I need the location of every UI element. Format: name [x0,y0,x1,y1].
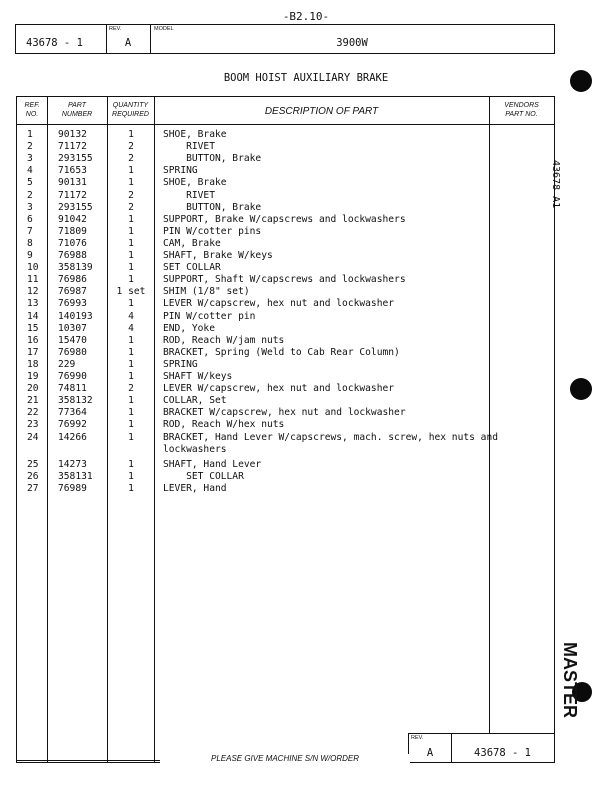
side-document-code: 43678 A1 [550,160,561,209]
ref-cell: 20 [27,383,39,395]
quantity-cell: 1 [128,482,134,494]
ref-cell: 10 [27,262,39,274]
description-cell: RIVET [163,141,215,153]
ref-cell: 18 [27,358,39,370]
part-number-cell: 10307 [58,322,87,334]
table-row [17,202,554,214]
description-cell: SET COLLAR [163,470,244,482]
ref-cell: 26 [27,470,39,482]
quantity-cell: 2 [128,153,134,165]
table-row [17,483,554,495]
table-row [17,250,554,262]
description-cell: LEVER W/capscrew, hex nut and lockwasher [163,298,395,310]
part-number-cell: 90131 [58,177,87,189]
part-number-cell: 358139 [58,262,93,274]
ref-cell: 7 [27,225,33,237]
description-cell: BRACKET, Hand Lever W/capscrews, mach. screw, hex nuts and [163,431,499,443]
quantity-cell: 2 [128,201,134,213]
ref-cell: 21 [27,395,39,407]
part-number-cell: 76980 [58,346,87,358]
model-label: MODEL [154,26,174,32]
table-row [17,238,554,250]
rev-value: A [124,37,132,49]
table-row [17,471,554,483]
description-cell: LEVER, Hand [163,482,227,494]
footer-doc-number: 43678 - 1 [474,747,531,759]
footer-note: PLEASE GIVE MACHINE S/N W/ORDER [160,754,410,763]
description-cell: PIN W/cotter pins [163,225,262,237]
description-cell: END, Yoke [163,322,215,334]
ref-cell: 2 [27,141,33,153]
column-header-qty: QUANTITY REQUIRED [112,102,149,118]
table-row [17,347,554,359]
ref-cell: 5 [27,177,33,189]
table-row [17,165,554,177]
part-number-cell: 358131 [58,470,93,482]
description-cell: SHAFT W/keys [163,371,233,382]
ref-cell: 4 [27,165,33,177]
ref-cell: 16 [27,334,39,346]
header-box [15,24,555,54]
description-cell: SET COLLAR [163,262,221,274]
ref-cell: 1 [27,129,33,140]
ref-cell: 3 [27,201,33,213]
table-row [17,226,554,238]
footer-rev-value: A [426,747,434,759]
quantity-cell: 1 [128,371,134,382]
quantity-cell: 1 [128,237,134,249]
quantity-cell: 1 set [116,286,146,298]
part-number-cell: 15470 [58,334,87,346]
ref-cell: 8 [27,237,33,249]
part-number-cell: 76988 [58,250,87,261]
part-number-cell: 293155 [58,153,93,165]
quantity-cell: 1 [128,177,134,189]
part-number-cell: 76989 [58,482,87,494]
part-number-cell: 140193 [58,310,93,322]
description-cell: BRACKET, Spring (Weld to Cab Rear Column) [163,346,400,358]
part-number-cell: 229 [58,358,76,370]
quantity-cell: 1 [128,470,134,482]
table-row [17,214,554,226]
quantity-cell: 1 [128,431,134,443]
punch-hole-middle [570,378,592,400]
quantity-cell: 1 [128,165,134,177]
quantity-cell: 1 [128,129,134,140]
description-cell: SUPPORT, Brake W/capscrews and lockwashers [163,213,406,225]
table-row [17,262,554,274]
table-row [17,323,554,335]
table-row [17,432,554,444]
quantity-cell: 1 [128,225,134,237]
column-header-desc: DESCRIPTION OF PART [264,106,379,117]
doc-number: 43678 - 1 [26,37,83,49]
table-row [17,395,554,407]
part-number-cell: 77364 [58,407,87,419]
ref-cell: 13 [27,298,39,310]
description-cell: SPRING [163,358,198,370]
quantity-cell: 1 [128,407,134,419]
description-cell: lockwashers [163,443,227,455]
table-row [17,371,554,383]
part-number-cell: 358132 [58,395,93,407]
quantity-cell: 1 [128,262,134,274]
table-row [17,311,554,323]
part-number-cell: 71172 [58,141,87,153]
table-row [17,274,554,286]
ref-cell: 15 [27,322,39,334]
table-row [17,190,554,202]
column-header-vendor: VENDORS PART NO. [504,102,539,118]
part-number-cell: 71076 [58,237,87,249]
part-number-cell: 91042 [58,213,87,225]
ref-cell: 14 [27,310,39,322]
part-number-cell: 71809 [58,225,87,237]
svg-text:MASTER: MASTER [560,642,580,718]
document-title: BOOM HOIST AUXILIARY BRAKE [223,72,389,84]
part-number-cell: 76993 [58,298,87,310]
parts-table [16,96,555,763]
quantity-cell: 1 [128,298,134,310]
quantity-cell: 1 [128,358,134,370]
punch-hole-top [570,70,592,92]
quantity-cell: 1 [128,419,134,431]
quantity-cell: 4 [128,322,134,334]
ref-cell: 19 [27,371,39,382]
ref-cell: 2 [27,189,33,201]
master-stamp [558,640,580,740]
part-number-cell: 71653 [58,165,87,177]
description-cell: LEVER W/capscrew, hex nut and lockwasher [163,383,395,395]
quantity-cell: 2 [128,383,134,395]
description-cell: SHIM (1/8" set) [163,286,250,298]
description-cell: SHAFT, Hand Lever [163,458,262,470]
table-row [17,286,554,298]
table-row [17,335,554,347]
quantity-cell: 4 [128,310,134,322]
description-cell: BRACKET W/capscrew, hex nut and lockwasher [163,407,406,419]
part-number-cell: 76992 [58,419,87,431]
part-number-cell: 76987 [58,286,87,298]
model-value: 3900W [336,37,368,49]
quantity-cell: 1 [128,346,134,358]
ref-cell: 17 [27,346,39,358]
description-cell: PIN W/cotter pin [163,310,256,322]
quantity-cell: 1 [128,213,134,225]
description-cell: SUPPORT, Shaft W/capscrews and lockwashers [163,274,406,286]
part-number-cell: 76986 [58,274,87,286]
description-cell: BUTTON, Brake [163,153,262,165]
description-cell: CAM, Brake [163,237,221,249]
quantity-cell: 2 [128,189,134,201]
table-row [17,459,554,471]
part-number-cell: 74811 [58,383,87,395]
description-cell: SHOE, Brake [163,177,227,189]
table-row [17,359,554,371]
table-row [17,407,554,419]
part-number-cell: 90132 [58,129,87,140]
quantity-cell: 1 [128,250,134,261]
part-number-cell: 293155 [58,201,93,213]
ref-cell: 6 [27,213,33,225]
part-number-cell: 14273 [58,458,87,470]
ref-cell: 23 [27,419,39,431]
page-number: -B2.10- [282,10,330,23]
column-header-ref: REF. NO. [24,102,40,118]
footer-box [408,733,555,763]
ref-cell: 9 [27,250,33,261]
quantity-cell: 1 [128,458,134,470]
part-number-cell: 71172 [58,189,87,201]
table-row [17,419,554,431]
quantity-cell: 1 [128,395,134,407]
table-row [17,177,554,189]
description-cell: SHAFT, Brake W/keys [163,250,273,261]
description-cell: SPRING [163,165,198,177]
description-cell: BUTTON, Brake [163,201,262,213]
table-row [17,153,554,165]
table-row [17,141,554,153]
ref-cell: 25 [27,458,39,470]
table-row [17,129,554,141]
ref-cell: 12 [27,286,39,298]
column-header-part: PART NUMBER [61,102,93,118]
quantity-cell: 2 [128,141,134,153]
table-row [17,298,554,310]
description-cell: COLLAR, Set [163,395,227,407]
description-cell: ROD, Reach W/jam nuts [163,334,285,346]
description-cell: SHOE, Brake [163,129,227,140]
ref-cell: 11 [27,274,39,286]
ref-cell: 27 [27,482,39,494]
ref-cell: 3 [27,153,33,165]
description-cell: ROD, Reach W/hex nuts [163,419,285,431]
quantity-cell: 1 [128,274,134,286]
part-number-cell: 76990 [58,371,87,382]
rev-label: REV. [109,26,122,32]
part-number-cell: 14266 [58,431,87,443]
table-row [17,383,554,395]
ref-cell: 24 [27,431,39,443]
ref-cell: 22 [27,407,39,419]
footer-rev-label: REV. [411,735,424,741]
description-cell: RIVET [163,189,215,201]
quantity-cell: 1 [128,334,134,346]
